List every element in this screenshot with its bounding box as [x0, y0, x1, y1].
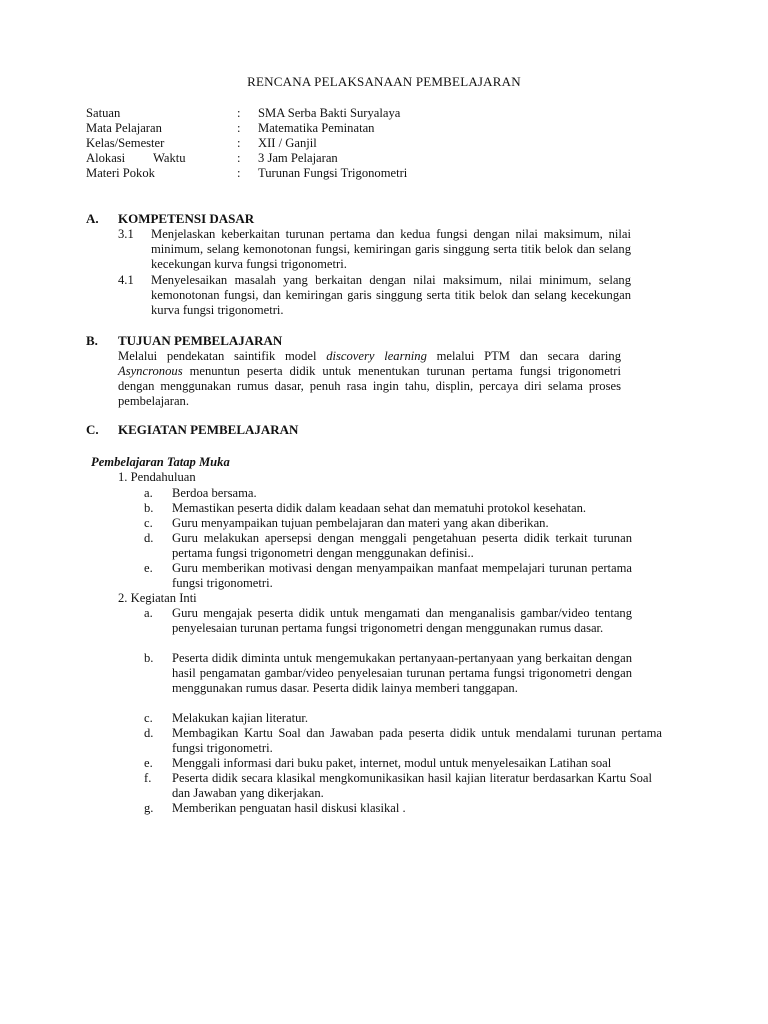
identity-value: Turunan Fungsi Trigonometri	[258, 166, 408, 180]
item-text: Peserta didik secara klasikal mengkomunikasikan hasil kajian literatur berdasarkan Kartu Soal dan Jawaban yang dikerjakan.	[172, 771, 652, 800]
identity-value: SMA Serba Bakti Suryalaya	[258, 106, 401, 120]
document-title: RENCANA PELAKSANAAN PEMBELAJARAN	[247, 74, 521, 89]
section-heading: KOMPETENSI DASAR	[118, 211, 255, 226]
identity-separator: :	[237, 136, 241, 150]
subheading: Pembelajaran Tatap Muka	[91, 455, 230, 469]
tujuan-text-italic: Asyncronous	[118, 364, 183, 378]
identity-label: Kelas/Semester	[86, 136, 165, 150]
item-text: Guru mengajak peserta didik untuk mengamati dan menganalisis gambar/video tentang penyelesaian turunan pertama fungsi trigonometri dengan menggunakan rumus dasar.	[172, 606, 632, 635]
identity-label: Materi Pokok	[86, 166, 155, 180]
item-letter: d.	[144, 726, 154, 740]
item-letter: e.	[144, 756, 153, 770]
item-letter: c.	[144, 711, 153, 725]
identity-label: Mata Pelajaran	[86, 121, 162, 135]
item-text: Melakukan kajian literatur.	[172, 711, 309, 725]
item-text: Guru melakukan apersepsi dengan menggali pengetahuan peserta didik terkait turunan pertama fungsi trigonometri dengan menggunakan definisi..	[172, 531, 632, 560]
item-letter: b.	[144, 651, 154, 665]
identity-separator: :	[237, 121, 241, 135]
section-heading: TUJUAN PEMBELAJARAN	[118, 333, 283, 348]
section-letter: B.	[86, 333, 98, 348]
kd-text: Menyelesaikan masalah yang berkaitan dengan nilai maksimum, nilai minimum, selang kemonotonan fungsi, dan kemiringan garis singgung serta titik belok dan selang kecekungan kurva fungsi trigonometri.	[151, 273, 631, 317]
item-text: Guru memberikan motivasi dengan menyampaikan manfaat mempelajari turunan pertama fungsi trigonometri.	[172, 561, 632, 590]
item-text: Guru menyampaikan tujuan pembelajaran dan materi yang akan diberikan.	[172, 516, 549, 530]
item-text: Menggali informasi dari buku paket, internet, modul untuk menyelesaikan Latihan soal	[172, 756, 612, 770]
item-letter: d.	[144, 531, 154, 545]
kd-number: 4.1	[118, 273, 134, 287]
identity-label: Alokasi	[86, 151, 126, 165]
item-letter: f.	[144, 771, 152, 785]
identity-separator: :	[237, 151, 241, 165]
phase-title: 2. Kegiatan Inti	[118, 591, 197, 605]
identity-value: Matematika Peminatan	[258, 121, 375, 135]
item-letter: a.	[144, 606, 153, 620]
identity-value: 3 Jam Pelajaran	[258, 151, 338, 165]
kd-number: 3.1	[118, 227, 134, 241]
item-text: Peserta didik diminta untuk mengemukakan pertanyaan-pertanyaan yang berkaitan dengan hasil pengamatan gambar/video penyelesaian turunan pertama fungsi trigonometri dengan menggunakan rumus dasar. Peserta didik lainya memberi tanggapan.	[172, 651, 632, 695]
identity-separator: :	[237, 106, 241, 120]
item-text: Memastikan peserta didik dalam keadaan sehat dan mematuhi protokol kesehatan.	[172, 501, 587, 515]
identity-separator: :	[237, 166, 241, 180]
item-letter: g.	[144, 801, 154, 815]
item-letter: a.	[144, 486, 153, 500]
tujuan-text-italic: discovery learning	[326, 349, 427, 363]
section-letter: C.	[86, 422, 99, 437]
tujuan-paragraph	[118, 349, 621, 409]
item-letter: b.	[144, 501, 154, 515]
section-letter: A.	[86, 211, 99, 226]
kd-text: Menjelaskan keberkaitan turunan pertama dan kedua fungsi dengan nilai maksimum, nilai minimum, selang kemonotonan fungsi, kemiringan garis singgung serta titik belok dan selang kecekungan kurva fungsi trigonometri.	[151, 227, 631, 271]
identity-label: Satuan	[86, 106, 121, 120]
tujuan-text: melalui PTM dan secara daring	[426, 349, 622, 363]
item-text: Memberikan penguatan hasil diskusi klasikal .	[172, 801, 406, 815]
identity-value: XII / Ganjil	[258, 136, 317, 150]
item-text: Berdoa bersama.	[172, 486, 257, 500]
item-letter: e.	[144, 561, 153, 575]
item-text: Membagikan Kartu Soal dan Jawaban pada peserta didik untuk mendalami turunan pertama fungsi trigonometri.	[172, 726, 662, 755]
phase-title: 1. Pendahuluan	[118, 470, 196, 484]
tujuan-text: Melalui pendekatan saintifik model	[118, 349, 327, 363]
item-letter: c.	[144, 516, 153, 530]
identity-label-2: Waktu	[153, 151, 186, 165]
section-heading: KEGIATAN PEMBELAJARAN	[118, 422, 299, 437]
tujuan-text: menuntun peserta didik untuk menentukan turunan pertama fungsi trigonometri dengan menggunakan rumus dasar, penuh rasa ingin tahu, displin, percaya diri selama proses pembelajaran.	[118, 364, 621, 408]
